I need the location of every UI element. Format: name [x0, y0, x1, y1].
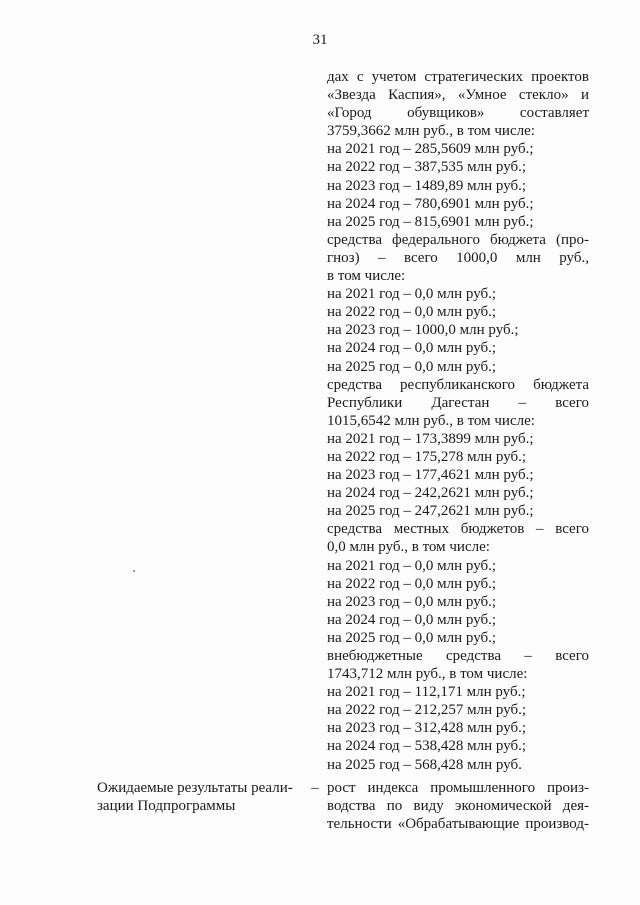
- funding-line: на 2021 год – 173,3899 млн руб.;: [327, 430, 534, 447]
- funding-line: «Город обувщиков» составляет: [327, 105, 589, 122]
- funding-line: в том числе:: [327, 268, 406, 285]
- results-label-line: зации Подпрограммы: [97, 798, 236, 815]
- funding-line: на 2022 год – 175,278 млн руб.;: [327, 448, 527, 465]
- funding-line: на 2021 год – 112,171 млн руб.;: [327, 684, 526, 701]
- funding-line: внебюджетные средства – всего: [327, 648, 589, 664]
- funding-line: на 2021 год – 285,5609 млн руб.;: [327, 141, 534, 158]
- funding-line: гноз) – всего 1000,0 млн руб.,: [327, 249, 589, 266]
- funding-line: 1015,6542 млн руб., в том числе:: [327, 412, 535, 429]
- funding-line: средства местных бюджетов – всего: [327, 521, 589, 538]
- results-text-line: рост индекса промышленного произ-: [327, 780, 589, 796]
- funding-line: на 2024 год – 538,428 млн руб.;: [327, 738, 527, 755]
- funding-line: на 2024 год – 0,0 млн руб.;: [327, 611, 497, 628]
- funding-line: «Звезда Каспия», «Умное стекло» и: [327, 87, 589, 104]
- funding-line: 3759,3662 млн руб., в том числе:: [327, 123, 535, 140]
- funding-line: 1743,712 млн руб., в том числе:: [327, 666, 528, 683]
- funding-line: на 2022 год – 212,257 млн руб.;: [327, 702, 527, 719]
- funding-line: средства республиканского бюджета: [327, 376, 589, 393]
- funding-line: Республики Дагестан – всего: [327, 394, 589, 411]
- results-text-line: водства по виду экономической дея-: [327, 798, 589, 815]
- funding-line: на 2025 год – 0,0 млн руб.;: [327, 358, 497, 375]
- funding-line: на 2022 год – 0,0 млн руб.;: [327, 575, 497, 592]
- expected-results-dash: –: [311, 780, 319, 796]
- expected-results-label: [97, 779, 307, 815]
- expected-results-text: [327, 779, 589, 834]
- funding-volume-text: [327, 68, 589, 774]
- funding-line: на 2025 год – 0,0 млн руб.;: [327, 629, 497, 646]
- funding-line: на 2024 год – 780,6901 млн руб.;: [327, 195, 534, 212]
- funding-line: дах с учетом стратегических проектов: [327, 69, 589, 85]
- funding-line: на 2022 год – 0,0 млн руб.;: [327, 304, 497, 321]
- funding-line: на 2023 год – 177,4621 млн руб.;: [327, 467, 534, 484]
- funding-line: на 2023 год – 0,0 млн руб.;: [327, 593, 497, 610]
- results-text-line: тельности «Обрабатывающие производ-: [327, 816, 589, 833]
- page-number: 31: [312, 32, 328, 48]
- funding-line: на 2023 год – 312,428 млн руб.;: [327, 720, 527, 737]
- funding-line: на 2023 год – 1489,89 млн руб.;: [327, 177, 527, 194]
- funding-line: на 2025 год – 247,2621 млн руб.;: [327, 503, 534, 520]
- funding-line: на 2021 год – 0,0 млн руб.;: [327, 557, 497, 574]
- funding-line: на 2025 год – 815,6901 млн руб.;: [327, 213, 534, 230]
- funding-line: средства федерального бюджета (про-: [327, 231, 589, 248]
- funding-line: на 2024 год – 242,2621 млн руб.;: [327, 485, 534, 502]
- funding-line: на 2025 год – 568,428 млн руб.: [327, 756, 522, 773]
- scan-speck: [133, 570, 135, 572]
- funding-line: на 2022 год – 387,535 млн руб.;: [327, 159, 527, 176]
- funding-line: на 2021 год – 0,0 млн руб.;: [327, 286, 497, 303]
- funding-line: 0,0 млн руб., в том числе:: [327, 539, 490, 556]
- funding-line: на 2024 год – 0,0 млн руб.;: [327, 340, 497, 357]
- results-label-line: Ожидаемые результаты реали-: [97, 780, 293, 796]
- funding-line: на 2023 год – 1000,0 млн руб.;: [327, 322, 519, 339]
